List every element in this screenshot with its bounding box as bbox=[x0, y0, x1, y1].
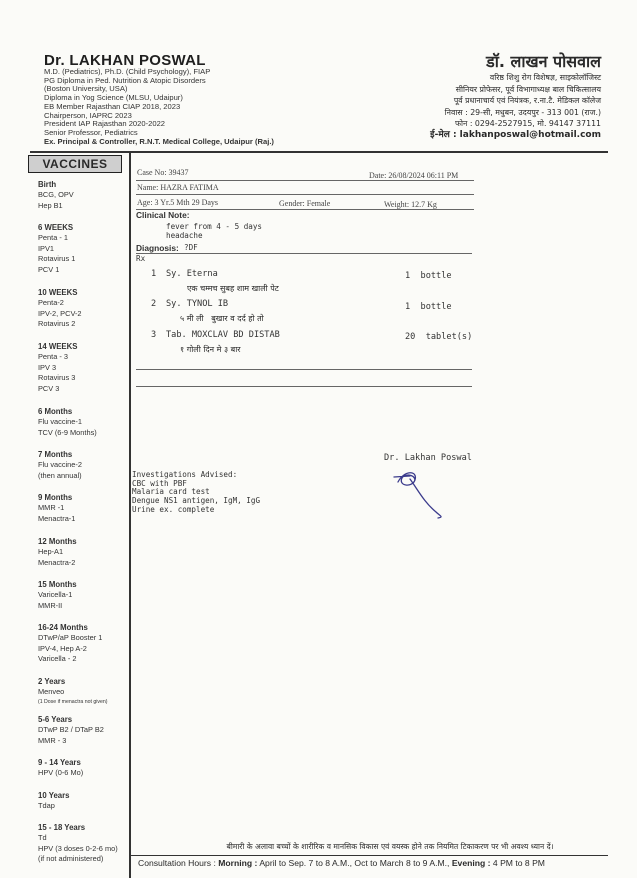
vaccine-group bbox=[38, 288, 130, 330]
investigations bbox=[132, 471, 260, 515]
vaccine-item: PCV 1 bbox=[38, 264, 60, 274]
case-number: Case No: 39437 bbox=[137, 168, 189, 177]
vaccine-item: Penta-2 bbox=[38, 298, 64, 308]
rx-item-instruction: ५ मी ली बुखार व दर्द हो तो bbox=[180, 314, 264, 323]
vaccine-item: IPV-2, PCV-2 bbox=[38, 308, 82, 318]
vaccine-item: DTwP B2 / DTaP B2 bbox=[38, 725, 104, 735]
footer-note: बीमारी के अलावा बच्चों के शारीरिक व मानसिक विकास एवं वयस्क होने तक नियमित टिकाकरण पर भी अवश्य ध्यान दें। bbox=[226, 842, 554, 851]
vaccine-group-heading: 6 Months bbox=[38, 407, 73, 416]
vaccine-item: IPV1 bbox=[38, 243, 55, 253]
evening-hours: 4 PM to 8 PM bbox=[492, 858, 545, 868]
vaccine-group bbox=[38, 223, 130, 275]
vaccine-item: Menactra-1 bbox=[38, 513, 76, 523]
vaccine-group bbox=[38, 450, 130, 481]
qualification-line: EB Member Rajasthan CIAP 2018, 2023 bbox=[44, 101, 181, 111]
patient-weight: Weight: 12.7 Kg bbox=[384, 200, 437, 209]
investigation-item: Dengue NS1 antigen, IgM, IgG bbox=[132, 496, 261, 506]
investigations-label: Investigations Advised: bbox=[132, 470, 238, 479]
vaccine-group-heading: 9 Months bbox=[38, 493, 73, 502]
rx-item-number: 3 bbox=[151, 330, 157, 340]
rx-item-instruction: १ गोली दिन मे ३ बार bbox=[180, 345, 241, 354]
field-underline bbox=[136, 194, 474, 195]
footer-divider bbox=[129, 855, 608, 856]
vaccine-group bbox=[38, 493, 130, 524]
clinical-note-label: Clinical Note: bbox=[136, 210, 190, 220]
rx-item-drug: Sy. TYNOL IB bbox=[166, 299, 229, 309]
rx-divider bbox=[136, 253, 472, 254]
vaccine-item: IPV-4, Hep A-2 bbox=[38, 643, 87, 653]
vaccine-item: TCV (6-9 Months) bbox=[38, 427, 97, 437]
morning-hours: April to Sep. 7 to 8 A.M., Oct to March 8 to 9 A.M., bbox=[259, 858, 450, 868]
vaccine-item: Flu vaccine-2 bbox=[38, 460, 82, 470]
vaccine-group bbox=[38, 715, 130, 746]
doctor-name-hindi: डॉ. लाखन पोसवाल bbox=[486, 52, 601, 71]
rx-item-quantity: 1 bottle bbox=[405, 271, 452, 281]
vaccines-heading: VACCINES bbox=[28, 155, 122, 173]
vaccine-item: HPV (0-6 Mo) bbox=[38, 768, 84, 778]
rx-item-number: 2 bbox=[151, 299, 157, 309]
investigation-item: Urine ex. complete bbox=[132, 504, 215, 514]
vaccine-group bbox=[38, 791, 130, 812]
hindi-line: वरिष्ठ शिशु रोग विशेषज्ञ, साइकोलॉजिस्ट bbox=[489, 73, 601, 82]
vaccine-group-heading: 5-6 Years bbox=[38, 715, 73, 724]
vaccine-group bbox=[38, 758, 130, 779]
vaccine-item: Tdap bbox=[38, 801, 55, 811]
rx-item-number: 1 bbox=[151, 269, 157, 279]
clinical-note-line: fever from 4 - 5 days bbox=[166, 222, 263, 231]
vaccine-item: DTwP/aP Booster 1 bbox=[38, 633, 103, 643]
vaccine-item-note: (1 Dose if menactra not given) bbox=[38, 698, 108, 705]
morning-label: Morning : bbox=[218, 858, 258, 868]
vaccine-group-heading: 12 Months bbox=[38, 537, 77, 546]
vaccine-group-heading: Birth bbox=[38, 180, 57, 189]
qualification-line: M.D. (Pediatrics), Ph.D. (Child Psychology), FIAP bbox=[44, 67, 211, 76]
vaccine-item: BCG, OPV bbox=[38, 190, 74, 200]
hindi-line: पूर्व प्रधानाचार्य एवं नियंत्रक, र.ना.टै. मेडिकल कॉलेज bbox=[453, 96, 601, 106]
vaccine-group-heading: 14 WEEKS bbox=[38, 342, 78, 351]
consultation-label: Consultation Hours : bbox=[138, 858, 216, 868]
investigation-item: Malaria card test bbox=[132, 487, 210, 497]
doctor-qualifications bbox=[44, 68, 274, 146]
vaccine-item: HPV (3 doses 0-2-6 mo) bbox=[38, 843, 118, 853]
vaccine-item: MMR - 3 bbox=[38, 735, 67, 745]
vaccine-group-heading: 10 Years bbox=[38, 791, 70, 800]
field-underline bbox=[136, 180, 474, 181]
vaccine-group bbox=[38, 623, 130, 665]
signature-name: Dr. Lakhan Poswal bbox=[384, 453, 472, 463]
vaccine-group bbox=[38, 342, 130, 394]
clinical-note bbox=[166, 223, 262, 240]
vaccine-group bbox=[38, 537, 130, 568]
rx-item-drug: Tab. MOXCLAV BD DISTAB bbox=[166, 330, 280, 340]
rx-end-divider bbox=[136, 386, 472, 387]
rx-item-quantity: 1 bottle bbox=[405, 302, 452, 312]
doctor-details-hindi bbox=[430, 72, 601, 142]
vaccine-item: Menactra-2 bbox=[38, 557, 76, 567]
qualification-line: President IAP Rajasthan 2020-2022 bbox=[44, 119, 166, 129]
qualification-line: Chairperson, IAPRC 2023 bbox=[44, 110, 132, 120]
vaccine-group bbox=[38, 823, 130, 865]
vaccine-item: Hep-A1 bbox=[38, 547, 64, 557]
hindi-line: निवास : 29-सी, मधुबन, उदयपुर - 313 001 (राज.) bbox=[444, 107, 601, 117]
vaccine-group bbox=[38, 677, 130, 706]
vaccine-item: IPV 3 bbox=[38, 362, 57, 372]
vaccine-group-heading: 15 Months bbox=[38, 580, 77, 589]
rx-end-divider bbox=[136, 369, 472, 370]
vaccine-item: MMR -1 bbox=[38, 503, 65, 513]
investigation-item: CBC with PBF bbox=[132, 478, 187, 488]
hindi-line: फोन : 0294-2527915, मो. 94147 37111 bbox=[454, 119, 601, 129]
vaccine-item: Varicella - 2 bbox=[38, 654, 77, 664]
vaccine-item: Rotavirus 3 bbox=[38, 373, 76, 383]
vaccine-item: (then annual) bbox=[38, 470, 82, 480]
vaccine-group-heading: 9 - 14 Years bbox=[38, 758, 81, 767]
diagnosis-label: Diagnosis: bbox=[136, 243, 179, 253]
vaccine-item: Penta - 1 bbox=[38, 233, 68, 243]
doctor-name: Dr. LAKHAN POSWAL bbox=[44, 52, 206, 69]
visit-date: Date: 26/08/2024 06:11 PM bbox=[369, 171, 459, 180]
hindi-line: सीनियर प्रोफेसर, पूर्व विभागाध्यक्ष बाल चिकित्सालय bbox=[455, 84, 601, 94]
rx-item-quantity: 20 tablet(s) bbox=[405, 332, 473, 342]
evening-label: Evening : bbox=[451, 858, 491, 868]
doctor-email: ई-मेल : lakhanposwal@hotmail.com bbox=[430, 129, 601, 140]
patient-gender: Gender: Female bbox=[279, 199, 331, 208]
vaccine-item: PCV 3 bbox=[38, 383, 60, 393]
clinical-note-line: headache bbox=[166, 230, 203, 240]
vaccine-group-heading: 15 - 18 Years bbox=[38, 823, 86, 832]
qualification-line: Senior Professor, Pediatrics bbox=[44, 127, 138, 137]
rx-item-drug: Sy. Eterna bbox=[166, 269, 218, 279]
vaccine-item: (if not administered) bbox=[38, 854, 104, 864]
diagnosis-value: ?DF bbox=[184, 243, 198, 252]
patient-name: Name: HAZRA FATIMA bbox=[137, 183, 219, 192]
vaccine-group-heading: 6 WEEKS bbox=[38, 223, 74, 232]
vaccine-item: MMR-II bbox=[38, 600, 63, 610]
qualification-line: Ex. Principal & Controller, R.N.T. Medical College, Udaipur (Raj.) bbox=[44, 136, 274, 146]
vaccine-item: Varicella-1 bbox=[38, 590, 73, 600]
vaccine-group-heading: 7 Months bbox=[38, 450, 73, 459]
qualification-line: Diploma in Yog Science (MLSU, Udaipur) bbox=[44, 93, 183, 103]
vaccine-group bbox=[38, 180, 130, 211]
vaccine-item: Td bbox=[38, 833, 47, 843]
vaccine-item: Penta - 3 bbox=[38, 352, 68, 362]
vaccine-item: Hep B1 bbox=[38, 200, 63, 210]
vaccine-group-heading: 16-24 Months bbox=[38, 623, 88, 632]
vaccine-group-heading: 2 Years bbox=[38, 677, 66, 686]
vaccine-item: Menveo bbox=[38, 687, 65, 697]
rx-label: Rx bbox=[136, 254, 146, 263]
qualification-line: (Boston University, USA) bbox=[44, 84, 128, 94]
vaccine-group bbox=[38, 580, 130, 611]
signature-mark bbox=[388, 462, 463, 522]
vaccine-item: Flu vaccine-1 bbox=[38, 417, 82, 427]
patient-age: Age: 3 Yr.5 Mth 29 Days bbox=[137, 198, 219, 207]
consultation-hours bbox=[138, 858, 545, 868]
rx-item-instruction: एक चम्मच सुबह शाम खाली पेट bbox=[187, 284, 279, 293]
vaccine-item: Rotavirus 1 bbox=[38, 254, 76, 264]
qualification-line: PG Diploma in Ped. Nutrition & Atopic Disorders bbox=[44, 75, 206, 85]
vaccine-group bbox=[38, 407, 130, 438]
header-divider bbox=[30, 151, 608, 153]
vaccine-item: Rotavirus 2 bbox=[38, 319, 76, 329]
vaccine-group-heading: 10 WEEKS bbox=[38, 288, 78, 297]
